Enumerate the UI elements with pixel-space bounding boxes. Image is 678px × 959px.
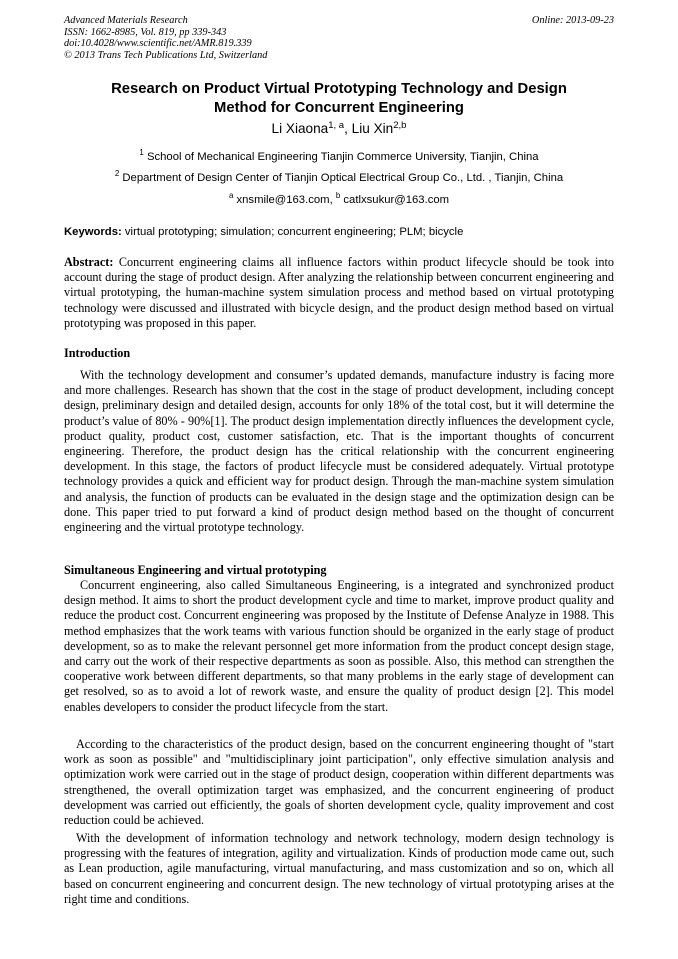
keywords-label: Keywords: bbox=[64, 226, 122, 238]
journal-header bbox=[64, 15, 267, 61]
author-emails bbox=[64, 193, 614, 207]
doi-line: doi:10.4028/www.scientific.net/AMR.819.339 bbox=[64, 38, 252, 50]
section2-paragraph-1: Concurrent engineering, also called Simultaneous Engineering, is a integrated and synchronized product design method. It aims to short the product development cycle and time to market, improve product quality and reduce the product cost. Concurrent engineering was proposed by the Institute of Defense Analyze in 1988. This method emphasizes that the work teams with various function should be organized in the early stage of product development, so as to make the relevant personnel get more information from the product concept design stage, and carry out the work of their respective departments as soon as possible. Also, this method can strengthen the cooperative work between different departments, so that many problems in the early stage of development can get resolved, so as to avoid a lot of rework waste, and ensure the quality of product design [2]. This model enables developers to consider the product lifecycle from the start. bbox=[64, 578, 614, 714]
title-line-1: Research on Product Virtual Prototyping Technology and Design bbox=[111, 81, 567, 97]
section2-heading: Simultaneous Engineering and virtual prototyping bbox=[64, 563, 327, 577]
section2-paragraph-2: According to the characteristics of the product design, based on the concurrent engineering thought of "start work as soon as possible" and "multidisciplinary joint participation", only effective simulation analysis and optimization work were carried out in the stage of product design, cooperation within different departments was strengthened, the overall optimization target was emphasized, and the concurrent engineering of product development was carried out efficiently, the goals of shorten development cycle, quality improvement and cost reduction could be achieved. bbox=[64, 737, 614, 828]
affiliation-2 bbox=[64, 171, 614, 185]
title-line-2: Method for Concurrent Engineering bbox=[214, 99, 464, 116]
keywords bbox=[64, 225, 614, 239]
author-1: Li Xiaona bbox=[271, 121, 329, 136]
affiliation-1 bbox=[64, 150, 614, 164]
email-a: xnsmile@163.com, bbox=[236, 194, 336, 206]
author-1-sup: 1, a bbox=[328, 120, 345, 131]
abstract-label: Abstract: bbox=[64, 255, 114, 269]
abstract bbox=[64, 255, 614, 331]
affiliation-1-sup: 1 bbox=[139, 148, 144, 157]
author-2-sup: 2,b bbox=[393, 120, 407, 131]
email-b-sup: b bbox=[335, 191, 341, 200]
journal-name: Advanced Materials Research bbox=[64, 15, 188, 26]
email-b: catlxsukur@163.com bbox=[343, 194, 450, 206]
author-separator: , bbox=[344, 121, 352, 136]
affiliation-2-sup: 2 bbox=[114, 169, 120, 178]
author-2: Liu Xin bbox=[351, 121, 394, 136]
introduction-heading: Introduction bbox=[64, 346, 131, 360]
online-date: Online: 2013-09-23 bbox=[531, 15, 614, 26]
keywords-text: virtual prototyping; simulation; concurrent engineering; PLM; bicycle bbox=[124, 226, 464, 238]
affiliation-1-text: School of Mechanical Engineering Tianjin Commerce University, Tianjin, China bbox=[146, 151, 539, 163]
section2-paragraph-3: With the development of information technology and network technology, modern design technology is progressing with the features of integration, agility and virtualization. Kinds of production mode came out, such as Lean production, agile manufacturing, virtual manufacturing, and mass customization and so on, which all based on concurrent engineering and concurrent design. The new technology of virtual prototyping arises at the right time and conditions. bbox=[64, 831, 614, 906]
copyright-line: © 2013 Trans Tech Publications Ltd, Switzerland bbox=[64, 49, 268, 61]
author-list bbox=[64, 120, 614, 138]
affiliation-2-text: Department of Design Center of Tianjin Optical Electrical Group Co., Ltd. , Tianjin, China bbox=[122, 172, 564, 184]
introduction-paragraph: With the technology development and consumer’s updated demands, manufacture industry is facing more and more challenges. Research has shown that the cost in the stage of product development, including concept design, preliminary design and detailed design, accounts for only 18% of the total cost, but it will determine the product’s value of 80% - 90%[1]. The product design implementation directly influences the development cycle, product quality, product cost, customer satisfaction, etc. That is the important thoughts of concurrent engineering. Therefore, the product design has the critical relationship with the concurrent engineering development. In this stage, the factors of product lifecycle must be considered adequately. Virtual prototype technology provides a quick and efficient way for product design. Through the man-machine system simulation and analysis, the function of products can be evaluated in the design stage and the optimization design can be done. This paper tried to put forward a kind of product design method based on the thought of concurrent engineering and the virtual prototype technology. bbox=[64, 368, 614, 535]
abstract-text: Concurrent engineering claims all influence factors within product lifecycle should be took into account during the stage of product design. After analyzing the relationship between concurrent engineering and virtual prototyping, the human-machine system simulation process and method based on virtual prototyping technology were discussed and illustrated with bicycle design, and the product design method based on virtual prototyping was proposed in this paper. bbox=[64, 255, 615, 330]
paper-title bbox=[64, 80, 614, 117]
email-a-sup: a bbox=[228, 191, 234, 200]
issn-line: ISSN: 1662-8985, Vol. 819, pp 339-343 bbox=[64, 26, 227, 38]
